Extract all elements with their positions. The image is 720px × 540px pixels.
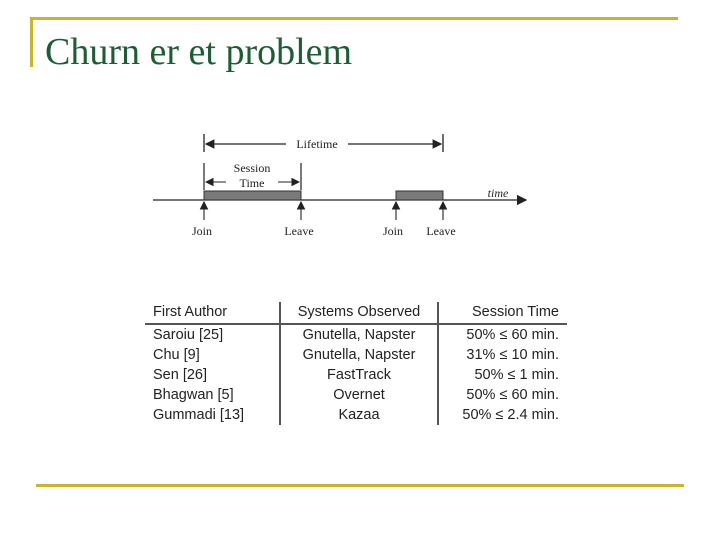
lifetime-label: Lifetime: [296, 137, 338, 151]
event-label-join-2: Join: [382, 224, 404, 238]
cell-systems: Gnutella, Napster: [280, 345, 438, 365]
cell-author: Sen [26]: [153, 367, 208, 383]
table-row: [145, 405, 567, 425]
cell-author: Bhagwan [5]: [153, 387, 234, 403]
event-label-join-1: Join: [191, 224, 213, 238]
table-row: [145, 324, 567, 345]
cell-session-time: 50% ≤ 60 min.: [466, 387, 559, 403]
cell-session-time: 31% ≤ 10 min.: [466, 347, 559, 363]
cell-author: Gummadi [13]: [153, 407, 245, 423]
cell-systems: Overnet: [280, 385, 438, 405]
cell-session-time: 50% ≤ 60 min.: [466, 327, 559, 343]
cell-author: Saroiu [25]: [153, 327, 224, 343]
cell-session-time: 50% ≤ 1 min.: [474, 367, 559, 383]
session-bar-2: [396, 191, 443, 200]
slide-title: Churn er et problem: [45, 31, 353, 73]
event-label-leave-1: Leave: [284, 224, 314, 238]
session-bar-1: [204, 191, 301, 200]
session-time-table: [145, 302, 567, 425]
table-row: [145, 385, 567, 405]
session-label-line2: Time: [239, 176, 265, 190]
table-header-row: [145, 302, 567, 324]
event-label-leave-2: Leave: [426, 224, 456, 238]
cell-systems: FastTrack: [280, 365, 438, 385]
time-axis-label: time: [487, 186, 509, 200]
header-session-time: Session Time: [438, 302, 567, 324]
cell-session-time: 50% ≤ 2.4 min.: [462, 407, 559, 423]
cell-systems: Gnutella, Napster: [280, 324, 438, 345]
table-row: [145, 365, 567, 385]
header-first-author: First Author: [145, 302, 280, 324]
cell-author: Chu [9]: [153, 347, 200, 363]
table-row: [145, 345, 567, 365]
header-systems-observed: Systems Observed: [280, 302, 438, 324]
cell-systems: Kazaa: [280, 405, 438, 425]
session-label-line1: Session: [233, 161, 271, 175]
